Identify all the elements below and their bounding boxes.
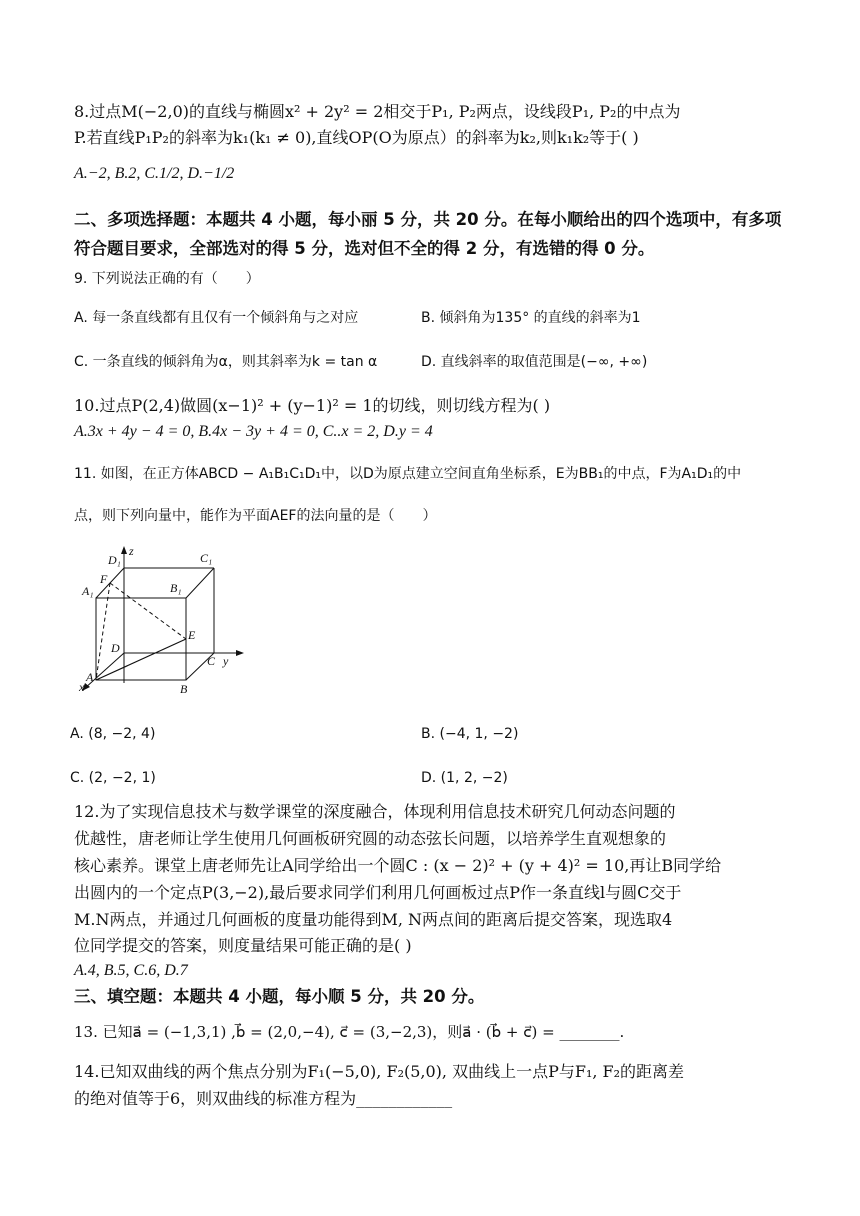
q10-stem: 10.过点P(2,4)做圆(x−1)² + (y−1)² = 1的切线，则切线方程为( ) [74,396,551,415]
q11-line-2: 点，则下列向量中，能作为平面AEF的法向量的是（ ） [74,508,437,524]
q8-line-1: 8.过点M(−2,0)的直线与椭圆x² + 2y² = 2相交于P₁, P₂两点，设线段P₁, P₂的中点为 [74,102,681,121]
q9-option-c: C. 一条直线的倾斜角为α，则其斜率为k = tan α [74,354,378,370]
section-2-heading-line-1: 二、多项选择题：本题共 4 小题，每小丽 5 分，共 20 分。在每小顺给出的四个选项中，有多项 [74,210,782,229]
q9-option-d: D. 直线斜率的取值范围是(−∞, +∞) [421,354,648,370]
label-y: y [223,654,229,668]
q14-line-1: 14.已知双曲线的两个焦点分别为F₁(−5,0), F₂(5,0), 双曲线上一点P与F₁, F₂的距离差 [74,1062,685,1081]
z-axis-arrow-icon [121,546,127,554]
section-3-heading: 三、填空题：本题共 4 小题，每小顺 5 分，共 20 分。 [74,987,485,1006]
edge-b1-c1 [186,568,214,598]
q8-options: A.−2, B.2, C.1/2, D.−1/2 [74,165,235,182]
label-x: x [79,680,85,694]
label-b: B [180,682,188,695]
q10-options: A.3x + 4y − 4 = 0, B.4x − 3y + 4 = 0, C..x = 2, D.y = 4 [74,423,433,440]
q12-options: A.4, B.5, C.6, D.7 [74,962,188,979]
q12-line-1: 12.为了实现信息技术与数学课堂的深度融合，体现利用信息技术研究几何动态问题的 [74,802,676,821]
label-f: F [100,572,108,586]
label-z: z [129,545,134,558]
cube-figure [76,545,246,695]
q9-option-b: B. 倾斜角为135° 的直线的斜率为1 [421,310,641,326]
q11-option-d: D. (1, 2, −2) [421,770,508,786]
section-2-heading-line-2: 符合题目要求，全部选对的得 5 分，选对但不全的得 2 分，有选错的得 0 分。 [74,239,655,258]
q12-line-3: 核心素养。课堂上唐老师先让A同学给出一个圆C : (x − 2)² + (y + 4)² = 10,再让B同学给 [74,856,722,875]
label-e: E [188,628,196,642]
label-c1: C₁ [200,551,213,565]
label-a1: A₁ [82,584,94,598]
q11-option-c: C. (2, −2, 1) [70,770,156,786]
label-d: D [111,641,120,655]
q9-option-a: A. 每一条直线都有且仅有一个倾斜角与之对应 [74,310,359,326]
q12-line-4: 出圆内的一个定点P(3,−2),最后要求同学们利用几何画板过点P作一条直线l与圆C交于 [74,883,682,902]
y-axis-arrow-icon [236,650,244,656]
label-b1: B₁ [170,581,182,595]
label-c: C [207,654,216,668]
q13-stem: 13. 已知a⃗ = (−1,3,1) ,b⃗ = (2,0,−4), c⃗ = (3,−2,3)，则a⃗ · (b⃗ + c⃗) = ________. [74,1023,625,1041]
front-face [96,598,186,680]
q9-stem: 9. 下列说法正确的有（ ） [74,271,260,287]
q12-line-2: 优越性，唐老师让学生使用几何画板研究圆的动态弦长问题，以培养学生直观想象的 [74,829,667,848]
q8-line-2: P.若直线P₁P₂的斜率为k₁(k₁ ≠ 0),直线OP(O为原点）的斜率为k₂,则k₁k₂等于( ) [74,128,639,147]
q11-option-b: B. (−4, 1, −2) [421,726,519,742]
label-a: A [86,670,94,684]
q11-option-a: A. (8, −2, 4) [70,726,156,742]
q11-line-1: 11. 如图，在正方体ABCD − A₁B₁C₁D₁中，以D为原点建立空间直角坐标系，E为BB₁的中点，F为A₁D₁的中 [74,466,742,482]
q12-line-6: 位同学提交的答案，则度量结果可能正确的是( ) [74,936,412,955]
q12-line-5: M.N两点，并通过几何画板的度量功能得到M, N两点间的距离后提交答案，现选取4 [74,910,673,929]
segment-ae [96,639,186,680]
q14-line-2: 的绝对值等于6，则双曲线的标准方程为____________ [74,1089,453,1108]
label-d1: D₁ [108,553,121,567]
